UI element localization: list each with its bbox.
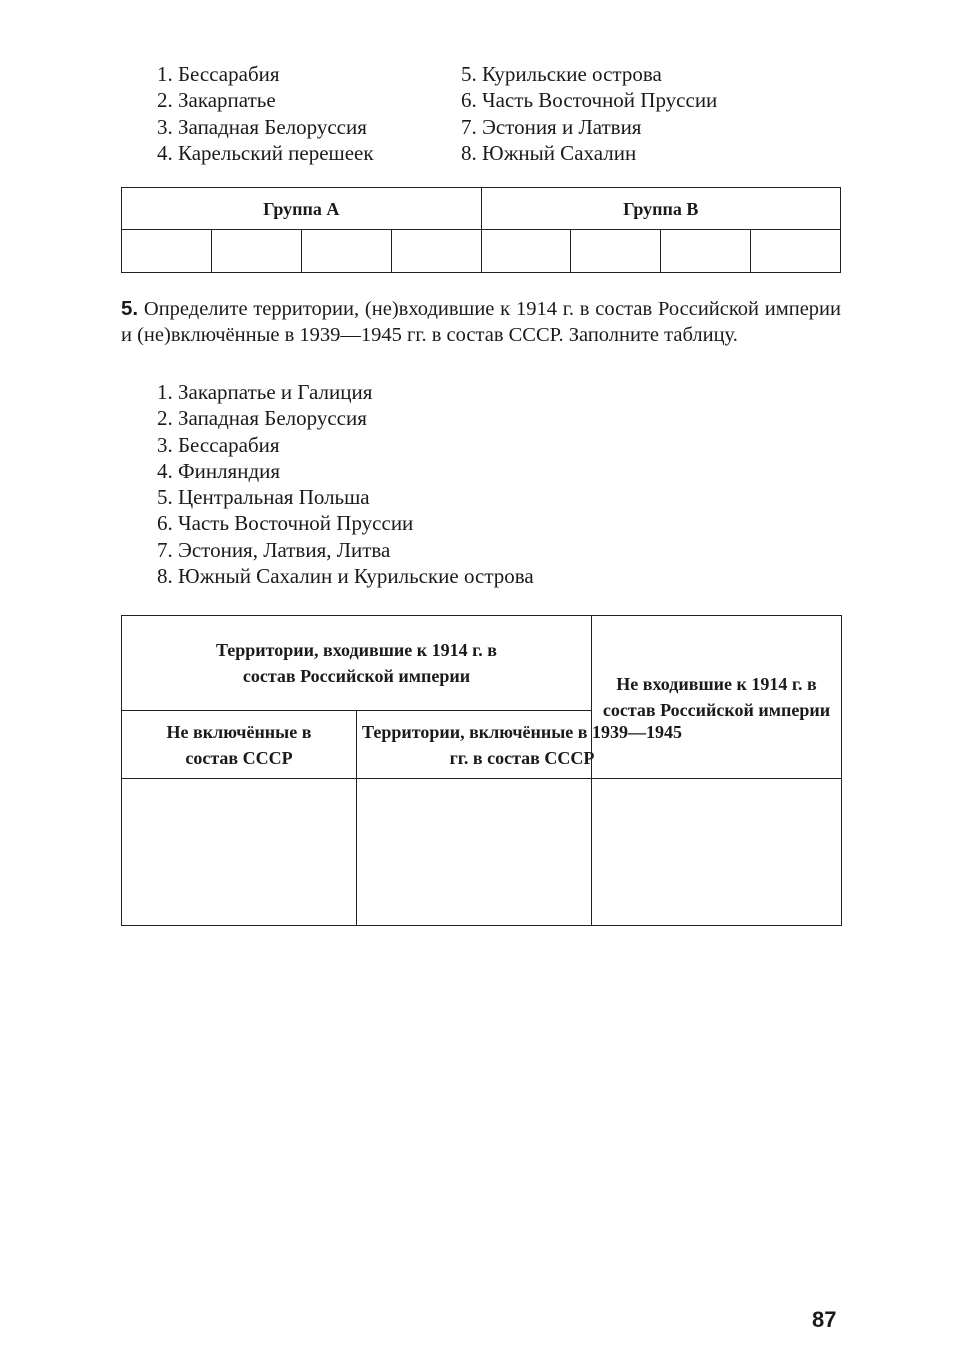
answer-cell[interactable]: [357, 779, 592, 926]
list-item: 1. Бессарабия: [157, 62, 280, 86]
answer-cell[interactable]: [751, 230, 841, 273]
list-territories-left: [157, 61, 374, 166]
territories-table: [121, 615, 842, 926]
list-territories-right: [461, 61, 717, 166]
list-item: 6. Часть Восточной Пруссии: [461, 88, 718, 113]
list-item: 8. Южный Сахалин и Курильские острова: [157, 564, 534, 589]
answer-cell[interactable]: [661, 230, 751, 273]
list-item: 5. Центральная Польша: [157, 485, 370, 510]
answer-cell[interactable]: [122, 230, 212, 273]
list-item: 7. Эстония, Латвия, Литва: [157, 537, 391, 562]
task-text: Определите территории, (не)входившие к 1914 г. в состав Российской империи и (не)включённые в 1939—1945 гг. в состав СССР. Заполните таблицу.: [121, 298, 841, 346]
answer-cell[interactable]: [122, 779, 357, 926]
answer-cell[interactable]: [391, 230, 481, 273]
header-included: Территории, включённые в 1939—1945 гг. в состав СССР: [357, 711, 592, 779]
list-item: 1. Закарпатье и Галиция: [157, 380, 373, 404]
list-item: 2. Закарпатье: [157, 88, 276, 113]
answer-cell[interactable]: [592, 779, 842, 926]
answer-cell[interactable]: [571, 230, 661, 273]
list-item: 3. Западная Белоруссия: [157, 114, 367, 139]
list-item: 8. Южный Сахалин: [461, 140, 637, 165]
list-item: 4. Финляндия: [157, 458, 281, 483]
list-item: 2. Западная Белоруссия: [157, 406, 367, 431]
group-a-header: Группа А: [122, 188, 482, 230]
header-not-included: Не включённые в состав СССР: [122, 711, 357, 779]
list-item: 7. Эстония и Латвия: [461, 114, 642, 139]
list-item: 4. Карельский перешеек: [157, 140, 374, 165]
header-in-1914: Территории, входившие к 1914 г. в состав Российской империи: [122, 616, 592, 711]
answer-cell[interactable]: [481, 230, 571, 273]
header-not-in-1914: Не входившие к 1914 г. в состав Российской империи: [592, 616, 842, 779]
group-b-header: Группа В: [481, 188, 841, 230]
answer-cell[interactable]: [301, 230, 391, 273]
list-item: 3. Бессарабия: [157, 432, 280, 457]
page-number: 87: [812, 1307, 837, 1332]
task-5-prompt: [121, 296, 841, 348]
list-territories-task5: [157, 379, 534, 589]
task-number: 5.: [121, 297, 139, 320]
groups-table: [121, 187, 841, 273]
list-item: 5. Курильские острова: [461, 62, 662, 86]
list-item: 6. Часть Восточной Пруссии: [157, 511, 414, 536]
answer-cell[interactable]: [211, 230, 301, 273]
